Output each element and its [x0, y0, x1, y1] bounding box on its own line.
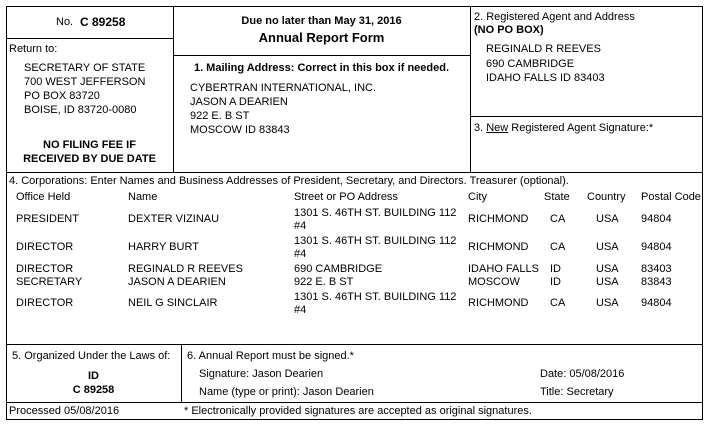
due-date: Due no later than May 31, 2016 — [241, 15, 402, 27]
divider — [173, 55, 470, 56]
officer-state: CA — [550, 213, 566, 225]
divider — [6, 38, 173, 39]
officer-country: USA — [596, 213, 619, 225]
divider — [6, 172, 703, 173]
officer-postal: 94804 — [641, 241, 672, 253]
mailing-line: 922 E. B ST — [190, 110, 250, 122]
officer-name: JASON A DEARIEN — [128, 276, 226, 288]
mailing-line: MOSCOW ID 83843 — [190, 124, 290, 136]
mailing-label: 1. Mailing Address: Correct in this box if needed. — [193, 62, 450, 74]
officer-office: DIRECTOR — [16, 263, 74, 275]
agent-signature-label — [474, 122, 653, 134]
officer-name: HARRY BURT — [128, 241, 199, 253]
return-line: BOISE, ID 83720-0080 — [24, 104, 137, 116]
officer-city: RICHMOND — [468, 213, 529, 225]
col-office: Office Held — [16, 191, 71, 203]
officer-office: DIRECTOR — [16, 297, 74, 309]
officer-street-2: #4 — [294, 248, 307, 260]
officer-state: CA — [550, 297, 566, 309]
form-number: C 89258 — [80, 15, 126, 29]
mailing-line: JASON A DEARIEN — [190, 96, 288, 108]
col-state: State — [544, 191, 570, 203]
corporations-label: 4. Corporations: Enter Names and Business Addresses of President, Secretary, and Directors. Treasurer (optional). — [9, 175, 569, 187]
officer-country: USA — [596, 297, 619, 309]
officer-street: 690 CAMBRIDGE — [294, 263, 383, 275]
col-city: City — [468, 191, 487, 203]
officer-city: IDAHO FALLS — [468, 263, 539, 275]
signed-label: 6. Annual Report must be signed.* — [187, 350, 354, 362]
organized-number: C 89258 — [72, 384, 115, 396]
officer-name: DEXTER VIZINAU — [128, 213, 220, 225]
agent-signature-suffix: Registered Agent Signature:* — [508, 122, 654, 134]
officer-name: NEIL G SINCLAIR — [128, 297, 218, 309]
signature-note: * Electronically provided signatures are accepted as original signatures. — [184, 405, 532, 417]
agent-line: 690 CAMBRIDGE — [486, 58, 575, 70]
officer-office: SECRETARY — [16, 276, 83, 288]
return-to-label: Return to: — [9, 43, 58, 55]
officer-street-2: #4 — [294, 220, 307, 232]
return-line: PO BOX 83720 — [24, 90, 100, 102]
officer-postal: 83843 — [641, 276, 672, 288]
return-line: 700 WEST JEFFERSON — [24, 76, 146, 88]
officer-state: ID — [550, 276, 561, 288]
fee-note: NO FILING FEE IF — [43, 139, 136, 151]
officer-city: MOSCOW — [468, 276, 520, 288]
fee-note: RECEIVED BY DUE DATE — [23, 153, 156, 165]
officer-street: 1301 S. 46TH ST. BUILDING 112 — [294, 235, 457, 247]
officer-postal: 83403 — [641, 263, 672, 275]
officer-city: RICHMOND — [468, 297, 529, 309]
agent-line: IDAHO FALLS ID 83403 — [486, 72, 605, 84]
agent-signature-prefix: 3. — [474, 122, 487, 134]
officer-office: DIRECTOR — [16, 241, 74, 253]
officer-street: 1301 S. 46TH ST. BUILDING 112 — [294, 207, 457, 219]
officer-street: 1301 S. 46TH ST. BUILDING 112 — [294, 291, 457, 303]
divider — [181, 344, 182, 402]
divider — [6, 402, 703, 403]
divider — [470, 6, 471, 172]
processed-date: Processed 05/08/2016 — [9, 405, 120, 417]
officer-state: CA — [550, 241, 566, 253]
form-number-label: No. — [56, 16, 74, 28]
officer-office: PRESIDENT — [16, 213, 79, 225]
officer-postal: 94804 — [641, 213, 672, 225]
name-field[interactable]: Name (type or print): Jason Dearien — [199, 386, 374, 398]
agent-label: 2. Registered Agent and Address — [474, 11, 635, 23]
officer-street-2: #4 — [294, 304, 307, 316]
date-field[interactable]: Date: 05/08/2016 — [540, 368, 625, 380]
title-field[interactable]: Title: Secretary — [540, 386, 614, 398]
agent-note: (NO PO BOX) — [474, 24, 544, 36]
col-name: Name — [128, 191, 158, 203]
officer-state: ID — [550, 263, 561, 275]
officer-country: USA — [596, 276, 619, 288]
signature-field[interactable]: Signature: Jason Dearien — [199, 368, 324, 380]
officer-country: USA — [596, 263, 619, 275]
officer-name: REGINALD R REEVES — [128, 263, 243, 275]
form-title: Annual Report Form — [258, 30, 385, 45]
return-line: SECRETARY OF STATE — [24, 62, 146, 74]
divider — [470, 116, 703, 117]
officer-city: RICHMOND — [468, 241, 529, 253]
divider — [6, 344, 703, 345]
col-country: Country — [587, 191, 626, 203]
agent-signature-new: New — [486, 122, 509, 134]
col-street: Street or PO Address — [294, 191, 398, 203]
agent-line: REGINALD R REEVES — [486, 43, 601, 55]
officer-postal: 94804 — [641, 297, 672, 309]
organized-label: 5. Organized Under the Laws of: — [12, 350, 171, 362]
officer-country: USA — [596, 241, 619, 253]
col-postal: Postal Code — [641, 191, 701, 203]
officer-street: 922 E. B ST — [294, 276, 354, 288]
mailing-line: CYBERTRAN INTERNATIONAL, INC. — [190, 82, 377, 94]
organized-state: ID — [88, 370, 99, 382]
